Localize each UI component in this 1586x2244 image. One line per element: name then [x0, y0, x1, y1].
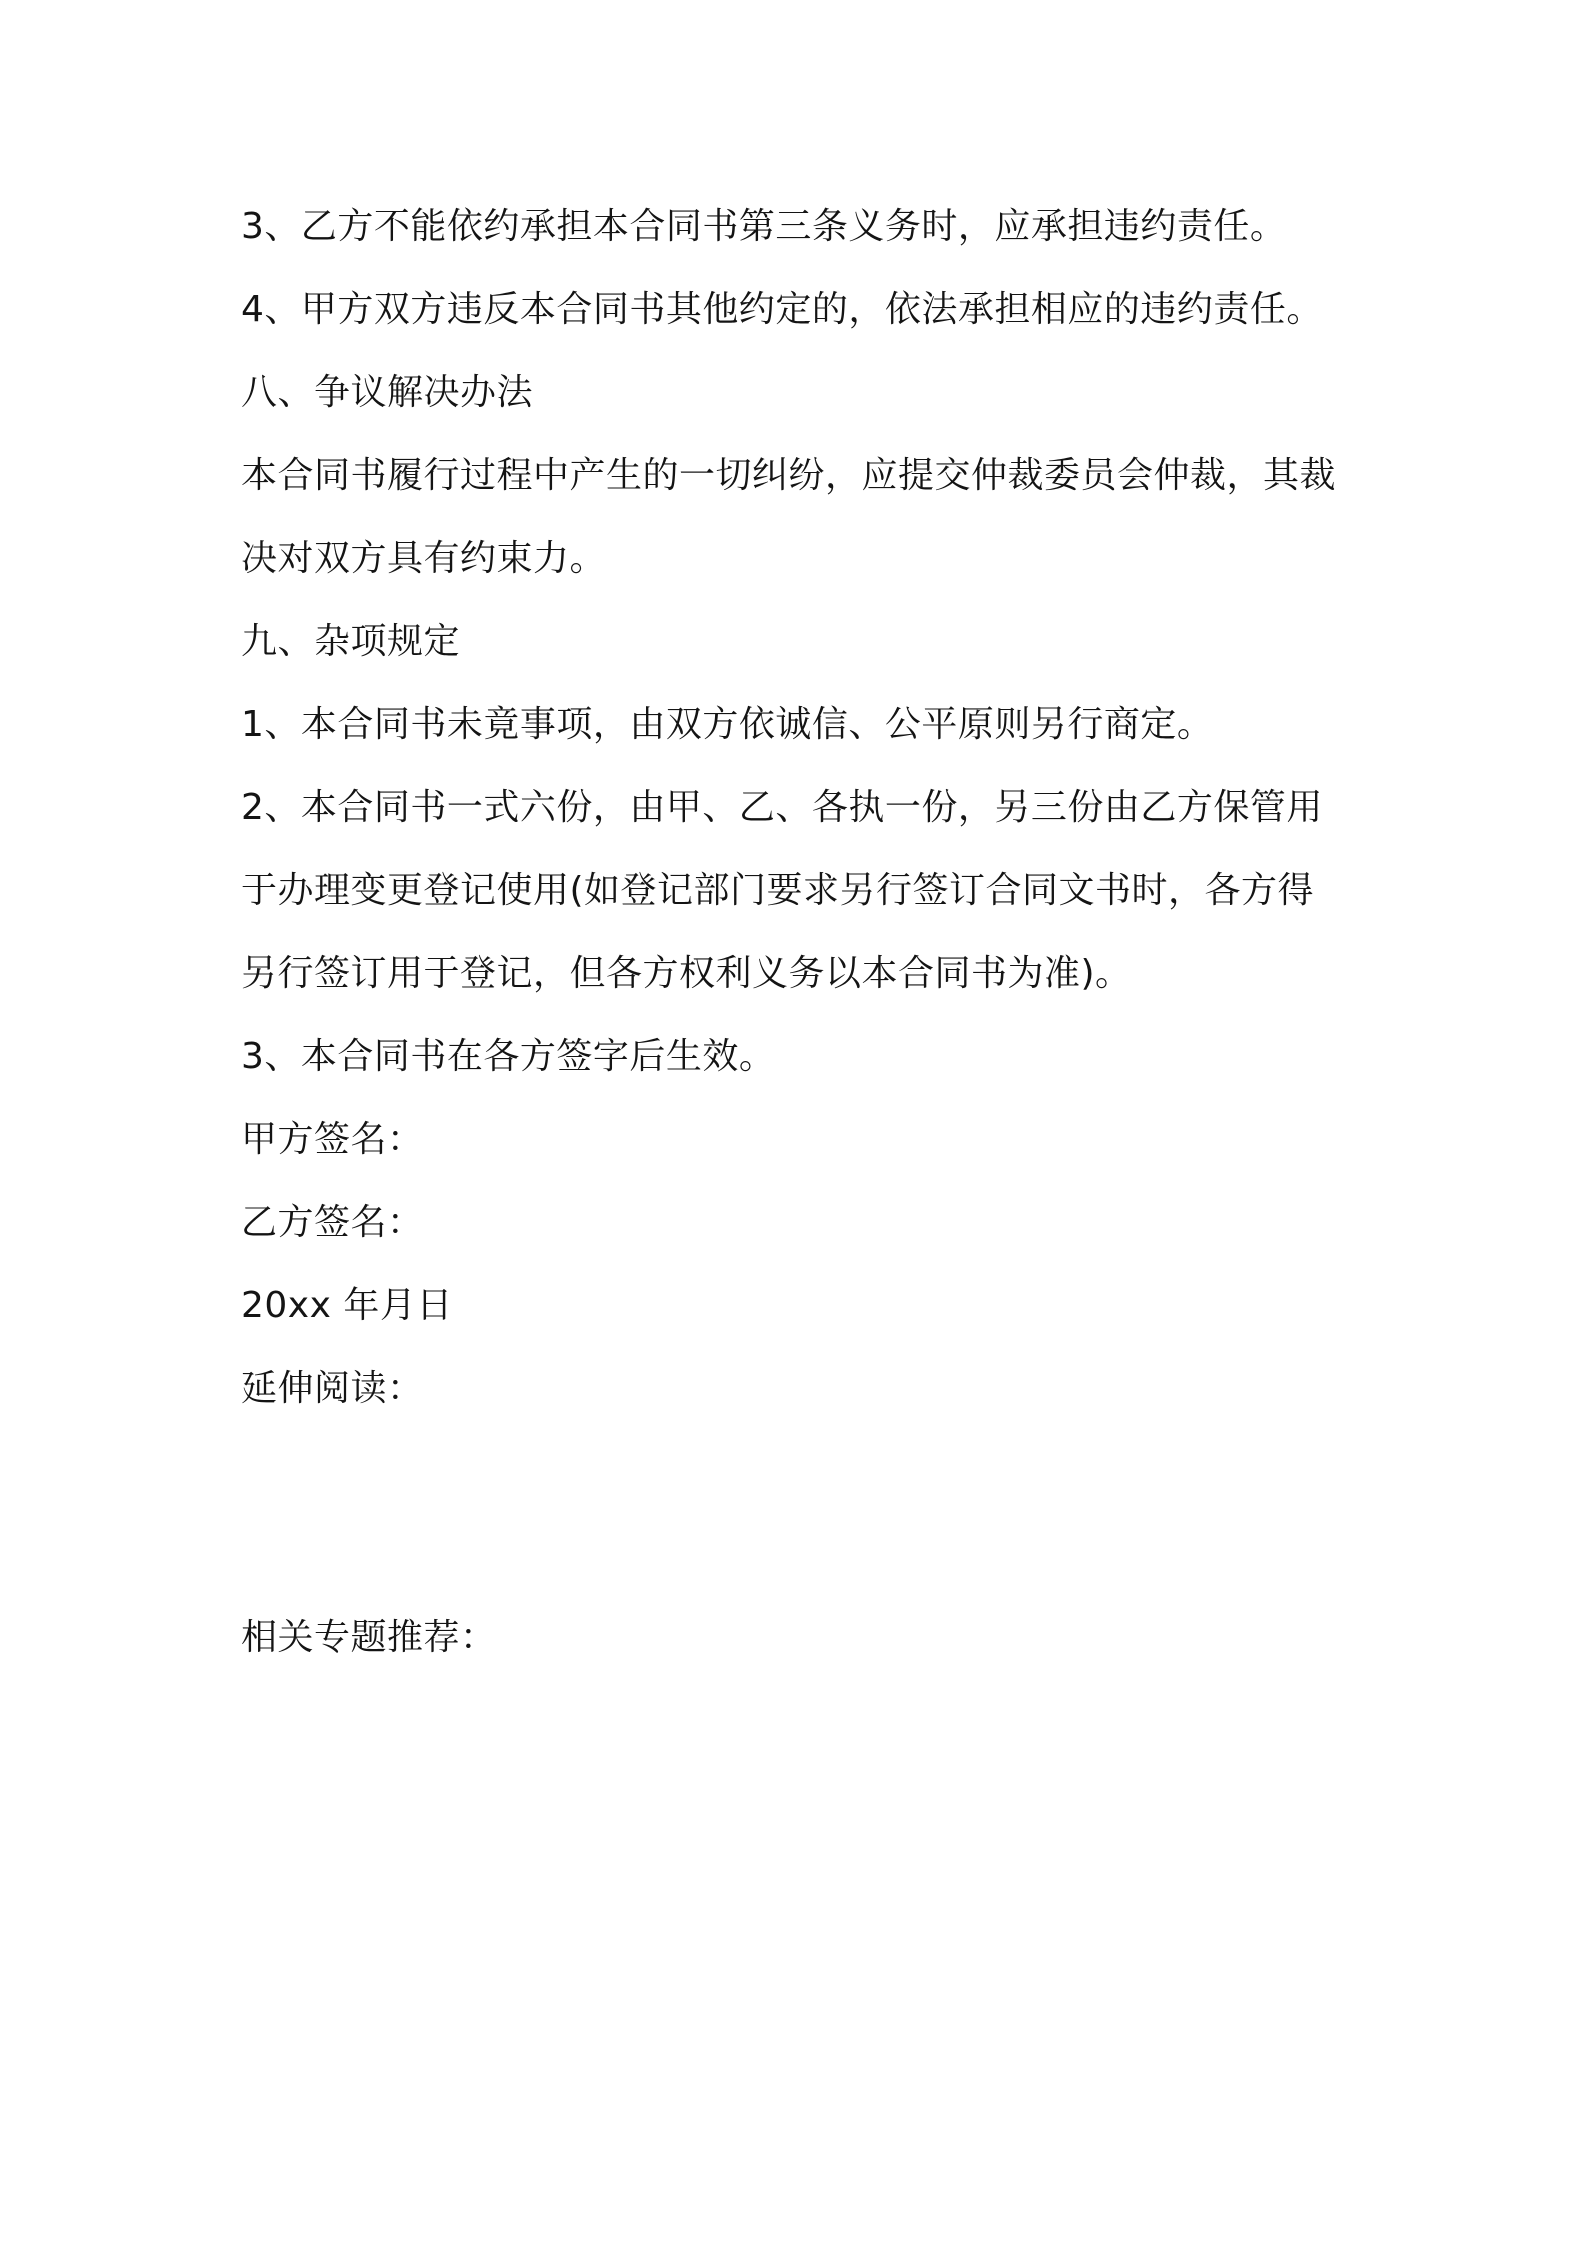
clause-7-item-4: 4、甲方双方违反本合同书其他约定的，依法承担相应的违约责任。: [241, 289, 1323, 330]
clause-9-item-1: 1、本合同书未竟事项，由双方依诚信、公平原则另行商定。: [241, 704, 1214, 745]
clause-7-item-3: 3、乙方不能依约承担本合同书第三条义务时，应承担违约责任。: [241, 206, 1287, 247]
clause-8-text-line-2: 决对双方具有约束力。: [241, 538, 607, 579]
party-a-signature-label: 甲方签名：: [241, 1119, 424, 1160]
clause-9-item-3: 3、本合同书在各方签字后生效。: [241, 1036, 776, 1077]
section-heading-9: 九、杂项规定: [241, 621, 461, 662]
clause-8-text-line-1: 本合同书履行过程中产生的一切纠纷，应提交仲裁委员会仲裁，其裁: [241, 455, 1337, 496]
clause-9-item-2-line-3: 另行签订用于登记，但各方权利义务以本合同书为准)。: [241, 953, 1132, 994]
related-topics-label: 相关专题推荐：: [241, 1617, 497, 1658]
clause-9-item-2-line-2: 于办理变更登记使用(如登记部门要求另行签订合同文书时，各方得: [241, 870, 1315, 911]
clause-9-item-2-line-1: 2、本合同书一式六份，由甲、乙、各执一份，另三份由乙方保管用: [241, 787, 1323, 828]
signing-date: 20xx 年月日: [241, 1285, 453, 1326]
party-b-signature-label: 乙方签名：: [241, 1202, 424, 1243]
extended-reading-label: 延伸阅读：: [241, 1368, 424, 1409]
section-heading-8: 八、争议解决办法: [241, 372, 534, 413]
